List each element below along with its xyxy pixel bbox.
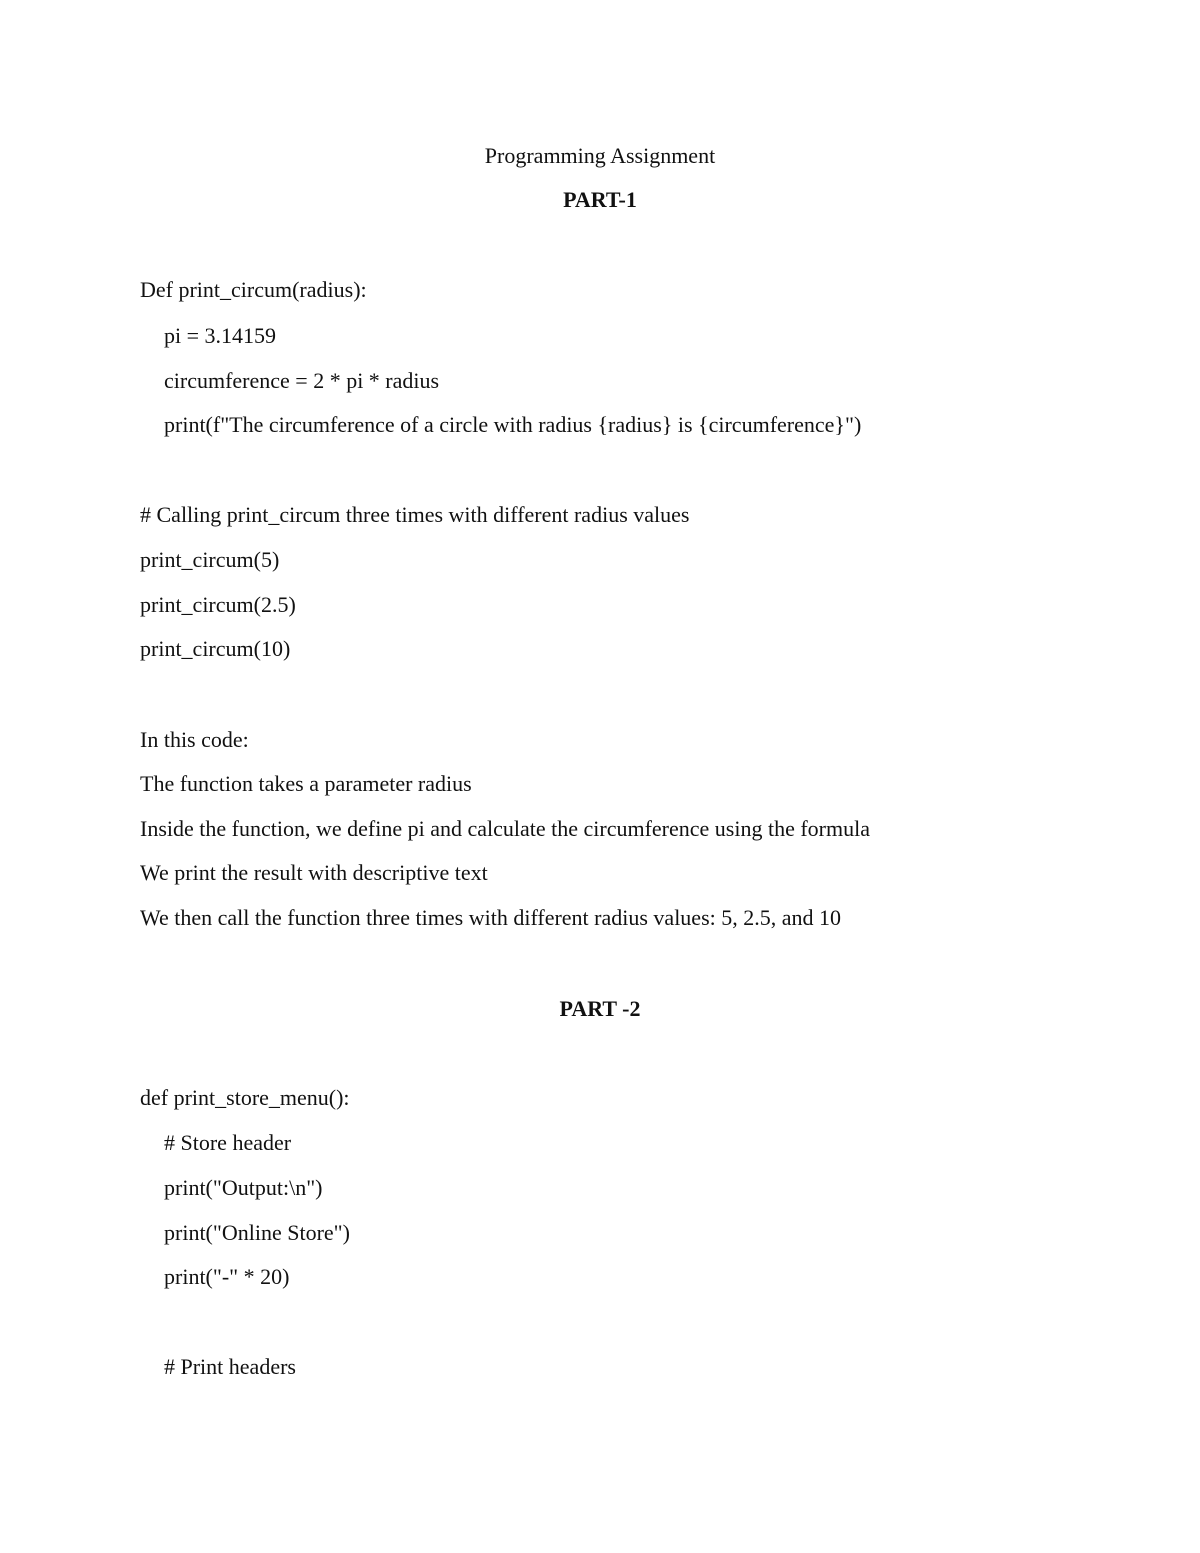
document-title: Programming Assignment (484, 143, 716, 168)
code-line: print("-" * 20) (164, 1264, 290, 1289)
code-line: print(f"The circumference of a circle with radius {radius} is {circumference}") (164, 412, 862, 437)
code-line: Def print_circum(radius): (140, 277, 367, 302)
explanation-line: We then call the function three times with different radius values: 5, 2.5, and 10 (140, 905, 842, 930)
explanation-line: The function takes a parameter radius (140, 771, 472, 796)
explanation-line: Inside the function, we define pi and calculate the circumference using the formula (140, 816, 870, 841)
code-line: pi = 3.14159 (164, 323, 277, 348)
code-comment: # Calling print_circum three times with different radius values (140, 502, 690, 527)
explanation-line: In this code: (140, 727, 249, 752)
code-line: print("Online Store") (164, 1220, 350, 1245)
part1-heading: PART-1 (563, 187, 637, 212)
code-line: print_circum(2.5) (140, 592, 296, 617)
explanation-line: We print the result with descriptive text (140, 860, 488, 885)
code-line: print_circum(5) (140, 547, 280, 572)
code-line: circumference = 2 * pi * radius (164, 368, 440, 393)
code-comment: # Store header (164, 1130, 292, 1155)
code-line: print_circum(10) (140, 636, 291, 661)
part2-heading: PART -2 (559, 996, 641, 1021)
code-line: def print_store_menu(): (140, 1085, 350, 1110)
code-comment: # Print headers (164, 1354, 296, 1379)
code-line: print("Output:\n") (164, 1175, 323, 1200)
